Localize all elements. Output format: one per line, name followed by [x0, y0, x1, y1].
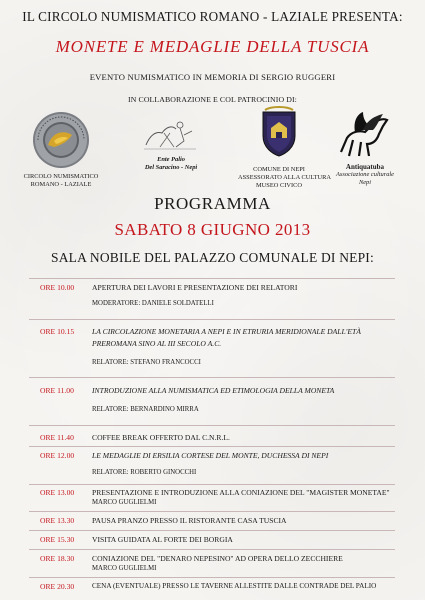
separator [29, 425, 395, 426]
ente-palio-logo [140, 113, 200, 153]
schedule-time: ORE 15.30 [40, 535, 75, 544]
schedule-time: ORE 13.30 [40, 516, 75, 525]
schedule-title: COFFEE BREAK OFFERTO DAL C.N.R.L. [92, 433, 230, 442]
separator [29, 530, 395, 531]
schedule-speaker: RELATORE: BERNARDINO MIRRA [92, 406, 199, 413]
separator [29, 549, 395, 550]
schedule-time: ORE 20.30 [40, 582, 75, 591]
separator [29, 278, 395, 279]
schedule-title: LE MEDAGLIE DI ERSILIA CORTESE DEL MONTE, DUCHESSA DI NEPI [92, 451, 329, 460]
schedule-speaker: RELATORE: STEFANO FRANCOCCI [92, 359, 201, 366]
program-heading: PROGRAMMA [154, 194, 271, 213]
event-title: MONETE E MEDAGLIE DELLA TUSCIA [55, 37, 370, 56]
circolo-caption: CIRCOLO NUMISMATICO ROMANO - LAZIALE [23, 173, 99, 188]
schedule-time: ORE 12.00 [40, 451, 75, 460]
schedule-speaker: MODERATORE: DANIELE SOLDATELLI [92, 300, 214, 307]
presenter-heading: IL CIRCOLO NUMISMATICO ROMANO - LAZIALE PRESENTA: [22, 9, 403, 24]
separator [29, 319, 395, 320]
schedule-title: CONIAZIONE DEL "DENARO NEPESINO" AD OPERA DELLO ZECCHIERE [92, 554, 343, 563]
schedule-time: ORE 10.15 [40, 327, 75, 336]
schedule-time: ORE 11.00 [40, 386, 74, 395]
venue-heading: SALA NOBILE DEL PALAZZO COMUNALE DI NEPI: [51, 250, 374, 265]
schedule-title: VISITA GUIDATA AL FORTE DEI BORGIA [92, 535, 233, 544]
comune-nepi-crest [257, 106, 301, 158]
schedule-title: INTRODUZIONE ALLA NUMISMATICA ED ETIMOLOGIA DELLA MONETA [92, 386, 335, 395]
separator [29, 377, 395, 378]
schedule-time: ORE 13.00 [40, 488, 75, 497]
comune-caption: COMUNE DI NEPI ASSESSORATO ALLA CULTURA MUSEO CIVICO [238, 166, 332, 189]
schedule-title: PRESENTAZIONE E INTRODUZIONE ALLA CONIAZIONE DEL "MAGISTER MONETAE" [92, 488, 390, 497]
separator [29, 511, 395, 512]
schedule-title: LA CIRCOLAZIONE MONETARIA A NEPI E IN ETRURIA MERIDIONALE DALL'ETÀ [92, 327, 361, 336]
schedule-time: ORE 10.00 [40, 283, 75, 292]
schedule-time: ORE 11.40 [40, 433, 74, 442]
antiquatuba-caption: Antiquatuba Associazione culturale Nepi [335, 163, 395, 186]
palio-caption: Ente Palio Del Saracino - Nepi [144, 156, 198, 171]
separator [29, 446, 395, 447]
antiquatuba-logo [333, 110, 395, 162]
schedule-speaker: RELATORE: ROBERTO GINOCCHI [92, 469, 197, 476]
event-date: SABATO 8 GIUGNO 2013 [114, 220, 311, 239]
schedule-title: APERTURA DEI LAVORI E PRESENTAZIONE DEI RELATORI [92, 283, 298, 292]
schedule-speaker: MARCO GUGLIELMI [92, 565, 157, 572]
separator [29, 484, 395, 485]
schedule-speaker: MARCO GUGLIELMI [92, 499, 157, 506]
schedule-title: PAUSA PRANZO PRESSO IL RISTORANTE CASA TUSCIA [92, 516, 287, 525]
schedule-title: CENA (EVENTUALE) PRESSO LE TAVERNE ALLESTITE DALLE CONTRADE DEL PALIO [92, 582, 377, 590]
circolo-numismatico-logo [32, 111, 90, 169]
schedule-time: ORE 18.30 [40, 554, 75, 563]
separator [29, 577, 395, 578]
event-subtitle: EVENTO NUMISMATICO IN MEMORIA DI SERGIO RUGGERI [89, 72, 336, 82]
schedule-title-cont: PREROMANA SINO AL III SECOLO A.C. [92, 339, 222, 348]
collaboration-line: IN COLLABORAZIONE E COL PATROCINIO DI: [128, 95, 297, 104]
